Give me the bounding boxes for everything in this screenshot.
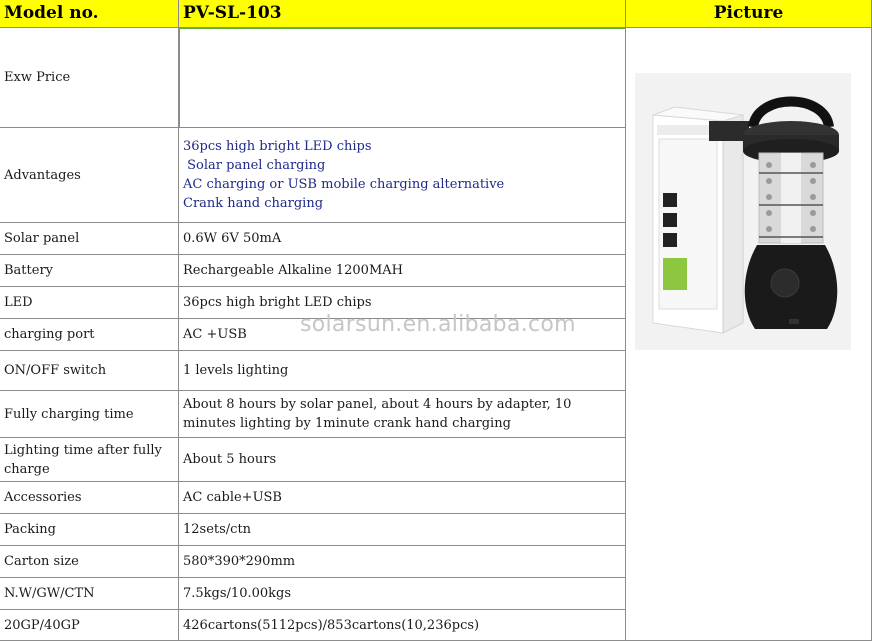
row-value-packing: 12sets/ctn xyxy=(179,514,626,546)
row-label-charging-time: Fully charging time xyxy=(0,391,179,438)
row-value-container: 426cartons(5112pcs)/853cartons(10,236pcs) xyxy=(179,610,626,641)
row-label-weight: N.W/GW/CTN xyxy=(0,578,179,610)
header-model-label: Model no. xyxy=(0,0,179,28)
row-label-led: LED xyxy=(0,287,179,319)
row-value-weight: 7.5kgs/10.00kgs xyxy=(179,578,626,610)
row-value-solar-panel: 0.6W 6V 50mA xyxy=(179,223,626,255)
row-value-advantages xyxy=(179,128,626,223)
row-label-advantages: Advantages xyxy=(0,128,179,223)
row-value-charging-time: About 8 hours by solar panel, about 4 hours by adapter, 10 minutes lighting by 1minute crank hand charging xyxy=(179,391,626,438)
row-label-exw-price: Exw Price xyxy=(0,28,179,128)
row-value-onoff-switch: 1 levels lighting xyxy=(179,351,626,391)
row-label-accessories: Accessories xyxy=(0,482,179,514)
lantern-icon xyxy=(635,73,851,350)
row-value-charging-port: AC +USB xyxy=(179,319,626,351)
row-value-led: 36pcs high bright LED chips xyxy=(179,287,626,319)
row-value-accessories: AC cable+USB xyxy=(179,482,626,514)
header-picture: Picture xyxy=(626,0,872,28)
row-label-packing: Packing xyxy=(0,514,179,546)
advantage-line: Crank hand charging xyxy=(183,196,324,211)
row-value-exw-price xyxy=(179,28,626,128)
row-label-container: 20GP/40GP xyxy=(0,610,179,641)
row-label-solar-panel: Solar panel xyxy=(0,223,179,255)
advantage-line: 36pcs high bright LED chips xyxy=(183,139,372,154)
watermark: solarsun.en.alibaba.com xyxy=(300,312,576,337)
row-value-battery: Rechargeable Alkaline 1200MAH xyxy=(179,255,626,287)
row-label-battery: Battery xyxy=(0,255,179,287)
advantage-line: AC charging or USB mobile charging alternative xyxy=(183,177,505,192)
row-label-lighting-time: Lighting time after fully charge xyxy=(0,438,179,482)
row-value-carton-size: 580*390*290mm xyxy=(179,546,626,578)
row-label-carton-size: Carton size xyxy=(0,546,179,578)
advantage-line: Solar panel charging xyxy=(183,158,326,173)
row-value-lighting-time: About 5 hours xyxy=(179,438,626,482)
row-label-charging-port: charging port xyxy=(0,319,179,351)
header-model-value: PV-SL-103 xyxy=(179,0,626,28)
lantern-product-photo xyxy=(635,73,851,350)
row-label-onoff-switch: ON/OFF switch xyxy=(0,351,179,391)
